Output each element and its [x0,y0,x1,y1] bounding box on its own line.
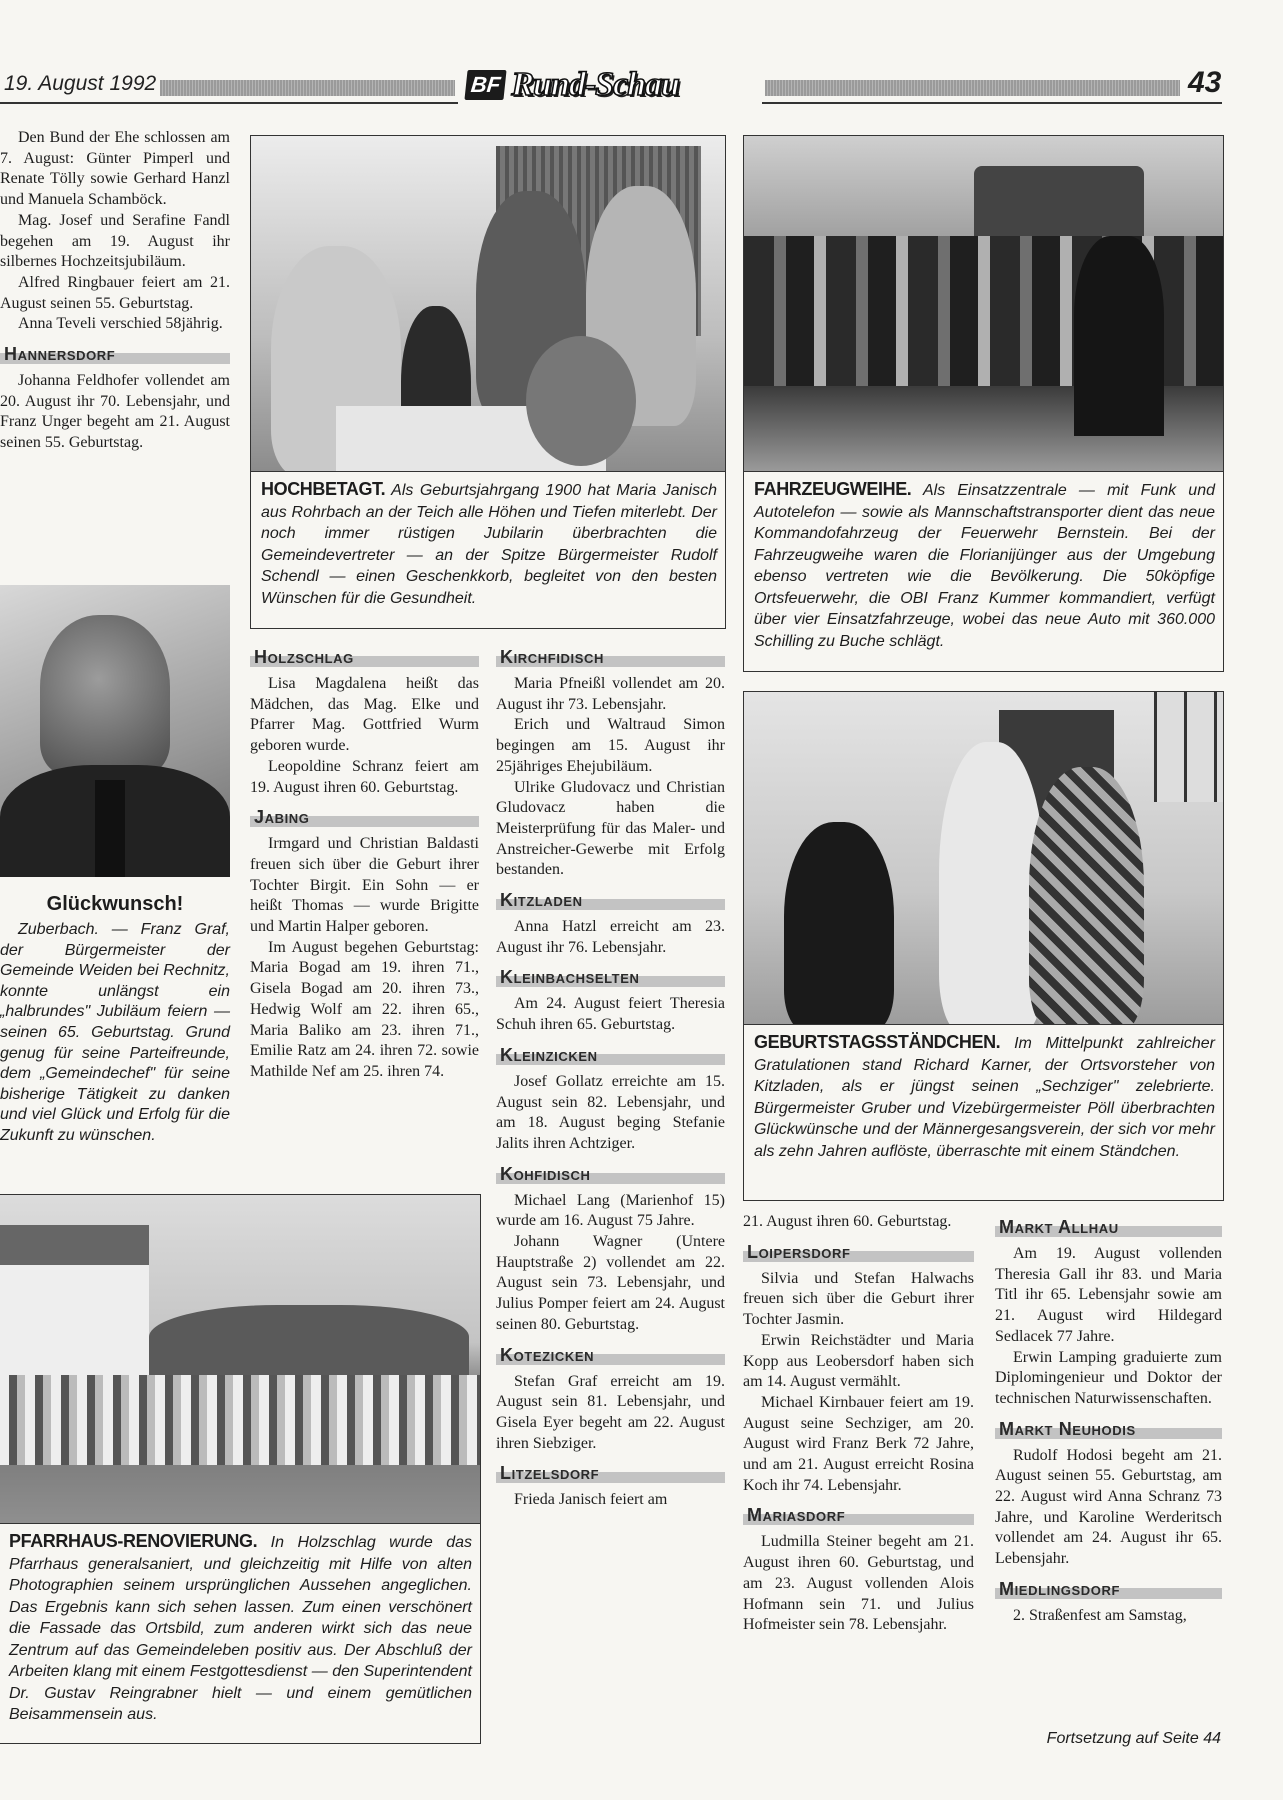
paragraph: Irmgard und Christian Baldasti freuen sich über die Geburt ihrer Tochter Birgit. Ein Sohn — er heißt Thomas — wurde Brigitte und Martin Halper geboren. [250,835,479,936]
header-rule-right [762,102,1222,104]
section-heading: Kirchfidisch [496,647,725,667]
paragraph: Michael Lang (Marienhof 15) wurde am 16. August 75 Jahre. [496,1191,725,1230]
photo-box-geburtstag [743,691,1224,1201]
header-bar-right [765,80,1180,96]
section-heading: Holzschlag [250,647,479,667]
header-rule-left [0,102,458,104]
paragraph: Ludmilla Steiner begeht am 21. August ihren 60. Geburtstag, und am 23. August vollenden Alois Hofmann sein 71. und Julius Hofmeister sein 78. Lebensjahr. [743,1533,974,1634]
photo-box-pfarrhaus [0,1194,481,1744]
caption-title: GEBURTSTAGSSTÄNDCHEN. [754,1032,1001,1052]
photo-pfarrhaus [0,1195,480,1524]
right-column-2 [995,1208,1222,1627]
glueckwunsch-article [0,893,230,1147]
caption-title: HOCHBETAGT. [261,479,386,499]
section-heading: Miedlingsdorf [995,1579,1222,1599]
section-heading: Hannersdorf [0,344,230,364]
caption-title: PFARRHAUS-RENOVIERUNG. [9,1531,258,1551]
paragraph: Am 19. August vollenden Theresia Gall ihr 83. und Maria Titl ihr 65. Lebensjahr sowie am 21. August wird Hildegard Sedlacek 77 Jahre. [995,1245,1222,1345]
photo-box-hochbetagt [250,135,726,629]
paragraph: Johann Wagner (Untere Hauptstraße 2) vollendet am 22. August sein 73. Lebensjahr, und Julius Pomper feiert am 24. August seinen 80. Geburtstag. [496,1233,725,1333]
section-heading: Markt Allhau [995,1217,1222,1237]
caption-text: Im Mittelpunkt zahlreicher Gratulationen stand Richard Karner, der Ortsvorsteher von Kitzladen, als er jüngst seinen „Sechziger" zelebrierte. Bürgermeister Gruber und Vizebürgermeister Pöll überbrachten Glückwünsche und der Männergesangsverein, der sich vor mehr als zehn Jahren auflöste, überraschte mit einem Ständchen. [754,1035,1215,1160]
section-heading: Litzelsdorf [496,1463,725,1483]
caption-title: FAHRZEUGWEIHE. [754,479,912,499]
photo-geburtstag [744,692,1223,1025]
caption-text: Als Einsatzzentrale — mit Funk und Autotelefon — sowie als Mannschaftstransporter dient das neue Kommandofahrzeug der Feuerwehr Bernstein. Bei der Fahrzeugweihe waren die Florianijünger aus der Umgebung ebenso vertreten wie die Bevölkerung. Die 50köpfige Ortsfeuerwehr, die OBI Franz Kummer kommandiert, verfügt über vier Einsatzfahrzeuge, wobei das neue Auto mit 360.000 Schilling zu Buche schlägt. [754,482,1216,650]
paragraph: Frieda Janisch feiert am [514,1491,668,1509]
paragraph: Anna Hatzl erreicht am 23. August ihr 76. Lebensjahr. [496,918,725,956]
paragraph: 2. Straßenfest am Samstag, [1013,1606,1187,1624]
paragraph: Rudolf Hodosi begeht am 21. August seinen 55. Geburtstag, am 22. August wird Anna Schranz 73 Jahre, und Karoline Werderitsch vollendet am 24. August ihr 65. Lebensjahr. [995,1446,1222,1568]
caption-pfarrhaus [9,1531,472,1726]
section-heading: Kitzladen [496,890,725,910]
section-heading: Kotezicken [496,1345,725,1365]
logo-text: Rund-Schau [511,66,679,103]
photo-hochbetagt [251,136,725,472]
caption-text: Als Geburtsjahrgang 1900 hat Maria Janisch aus Rohrbach an der Teich alle Höhen und Tiefen miterlebt. Der noch immer rüstigen Jubilarin überbrachten die Gemeindevertreter — an der Spitze Bürgermeister Rudolf Schendl — einen Geschenkkorb, begleitet von den besten Wünschen für die Gesundheit. [261,482,717,607]
paragraph: Im August begehen Geburtstag: Maria Bogad am 19. ihren 71., Gisela Bogad am 20. ihren 73., Hedwig Wolf am 22. ihren 65., Maria Baliko am 23. ihren 71., Emilie Ratz am 24. ihren 72. sowie Mathilde Nef am 25. ihren 74. [250,938,479,1080]
caption-fahrzeugweihe [754,479,1215,652]
paragraph: Den Bund der Ehe schlossen am 7. August: Günter Pimperl und Renate Tölly sowie Gerhard Hanzl und Manuela Schamböck. [0,129,230,209]
middle-column-2 [496,638,725,1511]
section-heading: Kleinzicken [496,1045,725,1065]
right-column-1 [743,1212,974,1636]
logo-mark: BF [464,70,506,100]
section-heading: Kleinbachselten [496,967,725,987]
paragraph: Ulrike Gludovacz und Christian Gludovacz haben die Meisterprüfung für das Maler- und Anstreicher-Gewerbe mit Erfolg bestanden. [496,778,725,879]
paragraph: Silvia und Stefan Halwachs freuen sich über die Geburt ihrer Tochter Jasmin. [743,1269,974,1329]
paragraph: Mag. Josef und Serafine Fandl begehen am 19. August ihr silbernes Hochzeitsjubiläum. [0,211,230,271]
masthead-logo [466,66,679,104]
paragraph: Lisa Magdalena heißt das Mädchen, das Mag. Elke und Pfarrer Mag. Gottfried Wurm geboren wurde. [250,675,479,755]
paragraph: Erwin Reichstädter und Maria Kopp aus Leobersdorf haben sich am 14. August vermählt. [743,1331,974,1391]
paragraph: Stefan Graf erreicht am 19. August sein 81. Lebensjahr, und Gisela Eyer begeht am 22. August ihren Siebziger. [496,1372,725,1452]
issue-date: 19. August 1992 [4,72,157,95]
glueckwunsch-heading: Glückwunsch! [46,893,184,915]
continuation-note: Fortsetzung auf Seite 44 [1046,1730,1221,1747]
section-heading: Mariasdorf [743,1505,974,1525]
photo-box-fahrzeugweihe [743,135,1224,672]
paragraph: 21. August ihren 60. Geburtstag. [743,1213,952,1230]
header-bar-left [160,80,455,96]
paragraph: Michael Kirnbauer feiert am 19. August seine Sechziger, am 20. August wird Franz Berk 72 Jahre, und am 21. August erreicht Rosina Koch ihr 74. Lebensjahr. [743,1393,974,1494]
glueckwunsch-text: Zuberbach. — Franz Graf, der Bürgermeister der Gemeinde Weiden bei Rechnitz, konnte unlängst ein „halbrundes" Jubiläum feiern — seinen 65. Geburtstag. Grund genug für seine Parteifreunde, dem „Gemeindechef" für seine bisherige Tätigkeit zu danken und viel Glück und Erfolg für die Zukunft zu wünschen. [0,921,230,1144]
left-column [0,128,230,454]
paragraph: Erwin Lamping graduierte zum Diplomingenieur und Doktor der technischen Naturwissenschaften. [995,1348,1222,1407]
paragraph: Leopoldine Schranz feiert am 19. August ihren 60. Geburtstag. [250,757,479,796]
paragraph: Johanna Feldhofer vollendet am 20. August ihr 70. Lebensjahr, und Franz Unger begeht am 21. August seinen 55. Geburtstag. [0,372,230,452]
section-heading: Jabing [250,807,479,827]
portrait-photo [0,585,230,877]
photo-fahrzeugweihe [744,136,1223,472]
paragraph: Josef Gollatz erreichte am 15. August sein 82. Lebensjahr, und am 18. August beging Stefanie Jalits ihren Achtziger. [496,1072,725,1152]
paragraph: Alfred Ringbauer feiert am 21. August seinen 55. Geburtstag. [0,273,230,312]
paragraph: Am 24. August feiert Theresia Schuh ihren 65. Geburtstag. [496,995,725,1034]
paragraph: Anna Teveli verschied 58jährig. [18,315,223,333]
paragraph: Maria Pfneißl vollendet am 20. August ihr 73. Lebensjahr. [496,675,725,713]
page-number: 43 [1188,66,1222,99]
paragraph: Erich und Waltraud Simon begingen am 15. August ihr 25jähriges Ehejubiläum. [496,716,725,775]
caption-geburtstag [754,1032,1215,1162]
section-heading: Markt Neuhodis [995,1419,1222,1439]
section-heading: Kohfidisch [496,1164,725,1184]
section-heading: Loipersdorf [743,1242,974,1262]
middle-column-1 [250,638,479,1083]
caption-text: In Holzschlag wurde das Pfarrhaus generalsaniert, und gleichzeitig mit Hilfe von alten Photographien seinem ursprünglichen Aussehen angeglichen. Das Ergebnis kann sich sehen lassen. Zum einen verschönert die Fassade das Ortsbild, zum anderen wirkt sich das neue Zentrum auf das Gemeindeleben positiv aus. Der Abschluß der Arbeiten klang mit einem Festgottesdienst — den Superintendent Dr. Gustav Reingrabner hielt — und einem gemütlichen Beisammensein aus. [9,1534,472,1723]
caption-hochbetagt [261,479,717,609]
